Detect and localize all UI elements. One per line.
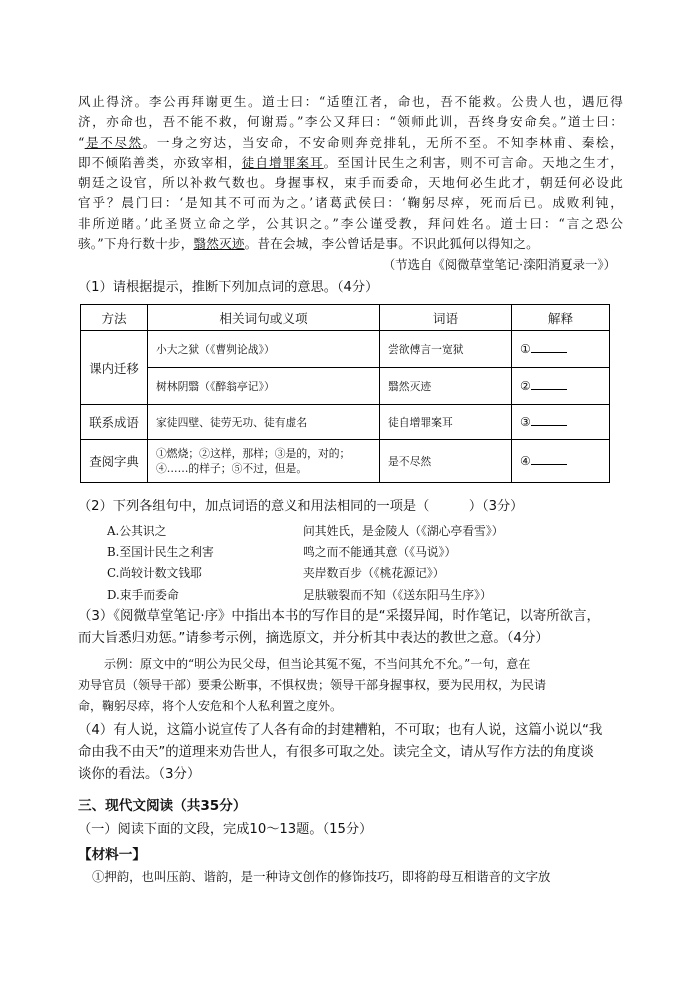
context-cell: 树林阴翳（《醉翁亭记》） — [148, 368, 380, 405]
answer-cell[interactable] — [512, 440, 610, 483]
answer-cell[interactable] — [512, 331, 610, 368]
header-context: 相关词句或义项 — [148, 305, 380, 331]
option-b-right: 鸣之而不能通其意（《马说》） — [303, 545, 457, 559]
context-line: ①燃烧；②这样，那样；③是的，对的； — [156, 447, 351, 460]
underlined-phrase: 是不尽然 — [84, 134, 143, 150]
context-cell: 家徒四壁、徒劳无功、徒有虚名 — [148, 405, 380, 440]
context-cell — [148, 440, 380, 483]
passage-line: 官乎？晨门曰：‘是知其不可而为之。’诸葛武侯曰：‘鞠躬尽瘁，死而后已。成败利钝， — [78, 195, 623, 211]
context-line: ④……的样子；⑤不过，但是。 — [156, 462, 308, 475]
example-line: 命，鞠躬尽瘁，将个人安危和个人私利置之度外。 — [78, 699, 343, 713]
question-4-line: 命由我不由天”的道理来劝告世人，有很多可取之处。读完全文，请从写作方法的角度谈 — [78, 745, 594, 760]
section-title: 三、现代文阅读（共35分） — [78, 798, 247, 814]
material-line: ①押韵，也叫压韵、谐韵，是一种诗文创作的修饰技巧，即将韵母互相谐音的文字放 — [92, 869, 551, 884]
method-cell: 查阅字典 — [81, 440, 148, 483]
option-b-left: B.至国计民生之利害 — [107, 545, 214, 559]
question-4-line: 谈你的看法。（3分） — [78, 767, 201, 782]
header-method: 方法 — [81, 305, 148, 331]
answer-cell[interactable] — [512, 405, 610, 440]
question-1-prompt: （1）请根据提示，推断下列加点词的意思。（4分） — [78, 280, 379, 295]
passage-line: “是不尽然。一身之穷达，当安命，不安命则奔竞排轧，无所不至。不知李林甫、秦桧， — [78, 134, 623, 150]
table-row — [81, 440, 610, 483]
example-line: 示例：原文中的“明公为民父母，但当论其冤不冤，不当问其允不允。”一句，意在 — [104, 657, 531, 671]
answer-number: ④ — [520, 454, 531, 468]
passage-source: （节选自《阅微草堂笔记·滦阳消夏录一》） — [382, 257, 616, 272]
question-3-example — [78, 654, 623, 717]
question-4-line: （4）有人说，这篇小说宣传了人各有命的封建糟粕，不可取；也有人说，这篇小说以“我 — [78, 723, 603, 738]
table-row — [81, 368, 610, 405]
word-cell: 徒自增罪案耳 — [380, 405, 512, 440]
word-cell: 尝欲傅言一宽狱 — [380, 331, 512, 368]
section-subtitle: （一）阅读下面的文段，完成10～13题。（15分） — [78, 822, 373, 837]
header-explain: 解释 — [512, 305, 610, 331]
method-cell: 联系成语 — [81, 405, 148, 440]
answer-number: ③ — [520, 415, 531, 429]
question-4 — [78, 720, 623, 786]
question-3-line: 而大旨悉归劝惩。”请参考示例，摘选原文，并分析其中表达的教世之意。（4分） — [78, 631, 549, 646]
material-label: 【材料一】 — [78, 847, 146, 863]
passage-line: 非所逆睹。’此圣贤立命之学，公其识之。”李公谨受教，拜问姓名。道士曰：“言之恐公 — [78, 215, 623, 231]
passage-line: 风止得济。李公再拜谢更生。道士曰：“适堕江者，命也，吾不能救。公贵人也，遇厄得 — [78, 94, 623, 109]
answer-blank[interactable] — [531, 415, 567, 426]
passage-line: 朝廷之设官，所以补救气数也。身握事权，束手而委命，天地何必生此才，朝廷何必设此 — [78, 175, 623, 191]
option-c-right: 夹岸数百步（《桃花源记》） — [303, 566, 445, 580]
vocab-table — [80, 304, 610, 483]
answer-number: ② — [520, 379, 531, 393]
underlined-phrase: 翳然灭迹 — [193, 236, 245, 252]
material-paragraph — [78, 866, 623, 887]
answer-number: ① — [520, 342, 531, 356]
classical-passage — [78, 92, 623, 254]
underlined-phrase: 徒自增罪案耳 — [241, 154, 324, 170]
option-a-left: A.公其识之 — [107, 524, 167, 538]
header-word: 词语 — [380, 305, 512, 331]
option-d-left: D.束手而委命 — [107, 588, 179, 602]
context-cell: 小大之狱（《曹刿论战》） — [148, 331, 380, 368]
answer-blank[interactable] — [531, 454, 567, 465]
option-a-right: 问其姓氏，是金陵人（《湖心亭看雪》） — [303, 524, 504, 538]
answer-blank[interactable] — [531, 379, 567, 390]
question-3 — [78, 606, 623, 650]
answer-cell[interactable] — [512, 368, 610, 405]
option-c-left: C.尚较计数文钱耶 — [107, 566, 202, 580]
answer-blank[interactable] — [531, 342, 567, 353]
question-3-line: （3）《阅微草堂笔记·序》中指出本书的写作目的是“采掇异闻，时作笔记，以寄所欲言， — [78, 609, 600, 624]
passage-line: 骇。”下舟行数十步，翳然灭迹。昔在会城，李公曾话是事。不识此狐何以得知之。 — [78, 236, 539, 252]
method-cell: 课内迁移 — [81, 331, 148, 405]
table-header-row — [81, 305, 610, 331]
word-cell: 翳然灭迹 — [380, 368, 512, 405]
word-cell: 是不尽然 — [380, 440, 512, 483]
table-row — [81, 331, 610, 368]
passage-line: 济，亦命也，吾不能不救，何谢焉。”李公又拜曰：“领师此训，吾终身安命矣。”道士曰： — [78, 114, 623, 130]
example-line: 劝导官员（领导干部）要秉公断事，不惧权贵；领导干部身握事权，要为民用权，为民请 — [78, 678, 547, 692]
passage-line: 即不倾陷善类，亦致宰相，徒自增罪案耳。至国计民生之利害，则不可言命。天地之生才， — [78, 154, 623, 170]
question-2-prompt: （2）下列各组句中，加点词语的意义和用法相同的一项是（ ）（3分） — [78, 499, 524, 514]
option-d-right: 足肤皲裂而不知（《送东阳马生序》） — [303, 588, 492, 602]
table-row — [81, 405, 610, 440]
